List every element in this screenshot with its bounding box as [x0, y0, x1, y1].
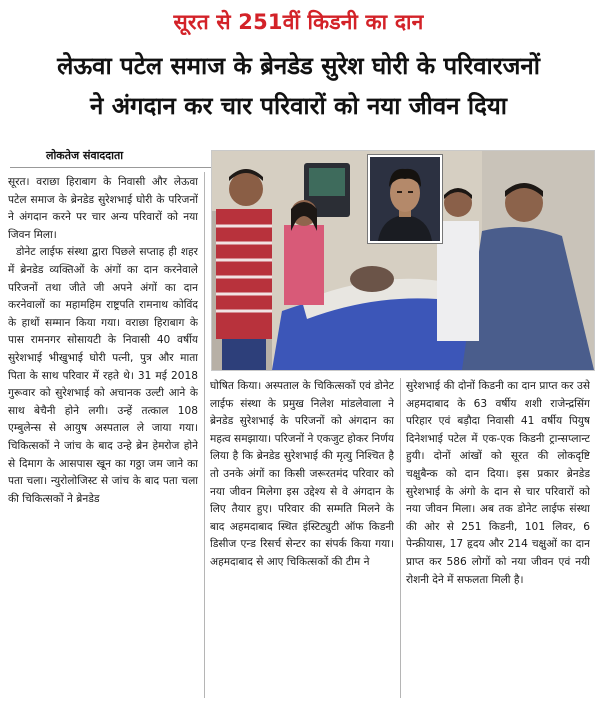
headline-line-1: लेऊवा पटेल समाज के ब्रेनडेड सुरेश घोरी के परिवारजनों [57, 52, 540, 80]
deceased-portrait-inset [368, 155, 442, 243]
news-photo [211, 150, 595, 371]
col1-paragraph-2: डोनेट लाईफ संस्था द्वारा पिछले सप्ताह ही शहर में ब्रेनडेड व्यक्तिओं के अंगों का दान करनेवाले परिजनों तथा जीते जी अपने अंगों का दान करनेवालों का महामहिम राष्ट्रपति रामनाथ कोविंद के हाथों सम्मान किया गया। वराछा हिराबाग के पास रामनगर सोसायटी के निवासी 40 वर्षीय सुरेशभाई भीखुभाई घोरी पत्नी, पुत्र और माता पिता के साथ परिवार में रहते थे। 31 मई 2018 गुरूवार को सुरेशभाई को अचानक उल्टी आने के साथ बेचैनी होने लगी। उन्हें तत्काल 108 एम्बुलेन्स से आयुष अस्पताल ले जाया गया। चिकित्सकों ने जांच के बाद उन्हे ब्रेन हेमरोज होने से दिमाग के आसपास खून का गठ्ठा जम जाने का पता चला। न्युरोलोजिस्ट से जांच के बाद पता चला की चिकित्सकों ने ब्रेनडेड [8, 246, 198, 505]
kicker-headline: सूरत से 251वीं किडनी का दान [173, 10, 424, 34]
main-headline [6, 46, 591, 126]
column-divider-1 [204, 172, 205, 698]
article-column-2 [210, 378, 394, 700]
headline-line-2: ने अंगदान कर चार परिवारों को नया जीवन दिया [90, 92, 507, 120]
article-column-3 [406, 378, 590, 700]
article-column-1 [8, 174, 198, 700]
col1-paragraph-1: सूरत। वराछा हिराबाग के निवासी और लेऊवा पटेल समाज के ब्रेनडेड सुरेशभाई घोरी के परिजनों ने अंगदान करने पर चार अन्य परिवारों को नया जिवन मिला। [8, 176, 198, 241]
column-divider-2 [400, 378, 401, 698]
portrait-illustration [370, 157, 440, 241]
byline: लोकतेज संवाददाता [46, 149, 124, 162]
col2-paragraph-1: घोषित किया। अस्पताल के चिकित्सकों एवं डोनेट लाईफ संस्था के प्रमुख निलेश मांडलेवाला ने ब्रेनडेड सुरेशभाई के परिजनों को अंगदान का महत्व समझाया। परिजनों ने एकजुट होकर निर्णय लिया है कि ब्रेनडेड सुरेशभाई की मृत्यु निश्चित है तो उनके अंगों का किसी जरूरतमंद परिवार को नया जीवन मिलेगा इस उद्देश्य से वे अंगदान के लिए तैयार हुए। परिवार की सम्मति मिलने के बाद अहमदाबाद स्थित इंस्टिट्युटी ऑफ किडनी डिसीज एन्ड रिसर्च सेन्टर का संपर्क किया गया। अहमदाबाद से आए चिकित्सकों की टीम ने [210, 380, 394, 568]
col3-paragraph-1: सुरेशभाई की दोनों किडनी का दान प्राप्त कर उसे अहमदाबाद के 63 वर्षीय शशी राजेन्द्रसिंग परिहार एवं बड़ौदा निवासी 41 वर्षीय पियुष दिनेशभाई पटेल में एक-एक किडनी ट्रान्सप्लान्ट हुयी। दोनों आंखों को सूरत की लोकदृष्टि चक्षुबैन्क को दान दिया। इस प्रकार ब्रेनडेड सुरेशभाई के अंगो के दान से चार परिवारों को नया जीवन मिला। अब तक डोनेट लाईफ संस्था की ओर से 251 किडनी, 101 लिवर, 6 पेन्क्रीयास, 17 हृदय और 214 चक्षुओं का दान प्राप्त कर 586 लोगों को नया जीवन एवं नयी रोशनी देने में सफलता मिली है। [406, 380, 590, 586]
